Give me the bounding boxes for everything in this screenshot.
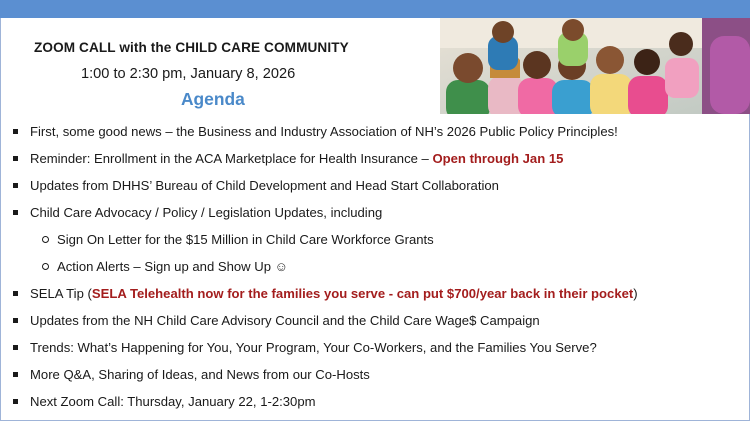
bullet-icon [13,399,18,404]
circle-bullet-icon [42,263,49,270]
meeting-time: 1:00 to 2:30 pm, January 8, 2026 [81,66,296,82]
bullet-icon [13,210,18,215]
bullet-icon [13,372,18,377]
top-accent-bar [0,0,750,18]
bullet-icon [13,183,18,188]
bullet-icon [13,156,18,161]
bullet-icon [13,291,18,296]
page-title: ZOOM CALL with the CHILD CARE COMMUNITY [34,40,349,55]
children-classroom-photo [440,18,750,114]
agenda-heading: Agenda [181,89,245,109]
circle-bullet-icon [42,236,49,243]
bullet-icon [13,129,18,134]
bullet-icon [13,318,18,323]
bullet-icon [13,345,18,350]
